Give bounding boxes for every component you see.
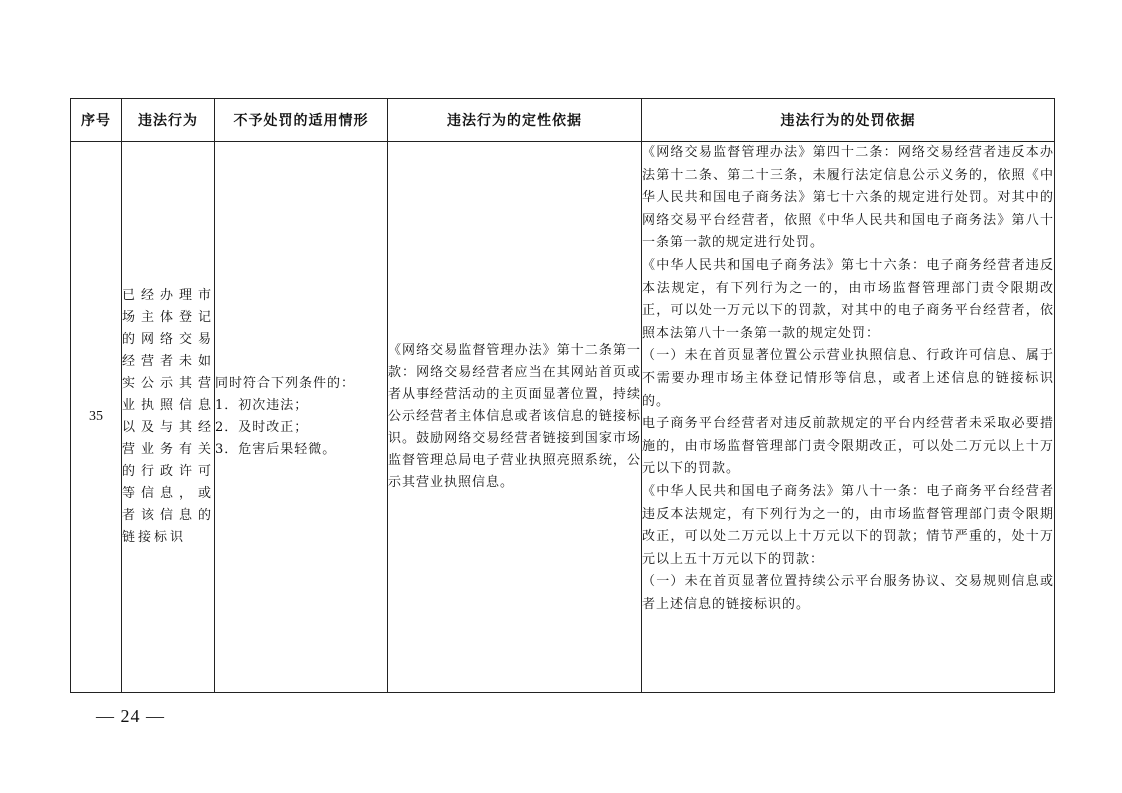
penalty-basis (642, 142, 1055, 693)
exempt-line: 同时符合下列条件的： (215, 376, 356, 391)
regulation-table (70, 98, 1055, 693)
exempt-conditions (215, 142, 388, 693)
violation-act: 已经办理市场主体登记的网络交易经营者未如实公示其营业执照信息以及与其经营业务有关的行政许可等信息，或者该信息的链接标识 (122, 142, 215, 693)
penalty-paragraph: 《中华人民共和国电子商务法》第七十六条：电子商务经营者违反本法规定，有下列行为之一的，由市场监督管理部门责令限期改正，可以处一万元以下的罚款，对其中的电子商务平台经营者，依照本法第八十一条第一款的规定处罚： (642, 257, 1054, 341)
penalty-paragraph: 电子商务平台经营者对违反前款规定的平台内经营者未采取必要措施的，由市场监督管理部门责令限期改正，可以处二万元以上十万元以下的罚款。 (642, 416, 1054, 477)
exempt-line: 1．初次违法； (215, 398, 309, 413)
penalty-paragraph: （一）未在首页显著位置公示营业执照信息、行政许可信息、属于不需要办理市场主体登记情形等信息，或者上述信息的链接标识的。 (642, 348, 1054, 409)
qualification-basis: 《网络交易监督管理办法》第十二条第一款：网络交易经营者应当在其网站首页或者从事经营活动的主页面显著位置，持续公示经营者主体信息或者该信息的链接标识。鼓励网络交易经营者链接到国家市场监督管理总局电子营业执照亮照系统，公示其营业执照信息。 (388, 142, 642, 693)
penalty-paragraph: 《中华人民共和国电子商务法》第八十一条：电子商务平台经营者违反本法规定，有下列行为之一的，由市场监督管理部门责令限期改正，可以处二万元以上十万元以下的罚款；情节严重的，处十万元以上五十万元以下的罚款： (642, 483, 1054, 567)
penalty-paragraph: （一）未在首页显著位置持续公示平台服务协议、交易规则信息或者上述信息的链接标识的。 (642, 574, 1054, 612)
row-number: 35 (71, 142, 122, 693)
exempt-line: 3．危害后果轻微。 (215, 442, 337, 457)
header-no: 序号 (71, 99, 122, 142)
header-exempt: 不予处罚的适用情形 (215, 99, 388, 142)
header-qualify: 违法行为的定性依据 (388, 99, 642, 142)
header-act: 违法行为 (122, 99, 215, 142)
page-number: — 24 — (96, 706, 165, 726)
table-row (71, 142, 1055, 693)
exempt-line: 2．及时改正； (215, 420, 309, 435)
penalty-paragraph: 《网络交易监督管理办法》第四十二条：网络交易经营者违反本办法第十二条、第二十三条，未履行法定信息公示义务的，依照《中华人民共和国电子商务法》第七十六条的规定进行处罚。对其中的网络交易平台经营者，依照《中华人民共和国电子商务法》第八十一条第一款的规定进行处罚。 (642, 145, 1054, 251)
table-header-row (71, 99, 1055, 142)
header-penalty: 违法行为的处罚依据 (642, 99, 1055, 142)
